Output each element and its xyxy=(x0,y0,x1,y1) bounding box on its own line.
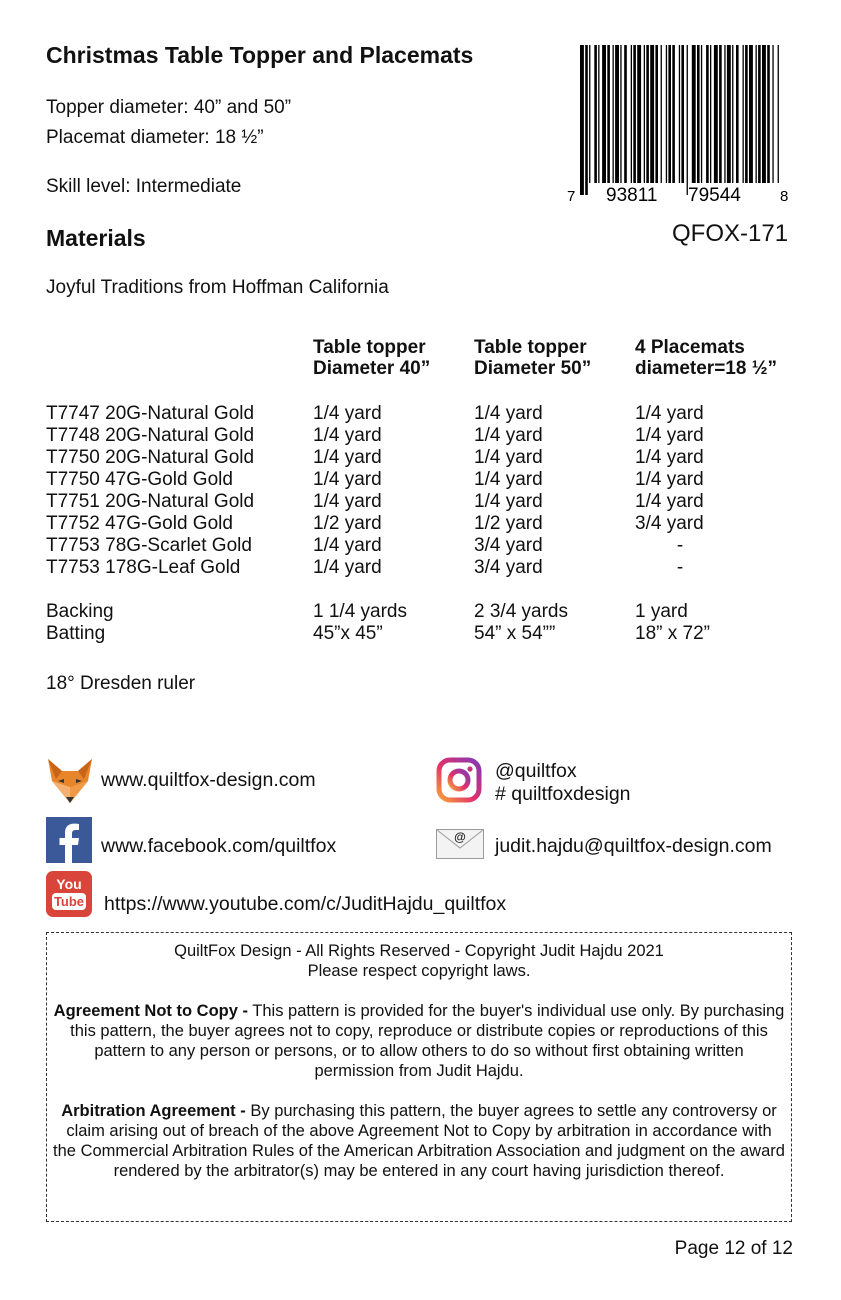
cell-value: 1 yard xyxy=(635,601,688,622)
cell-value: - xyxy=(676,557,684,578)
cell-value: 54” x 54”” xyxy=(474,623,556,644)
cell-value: 1/4 yard xyxy=(635,425,704,446)
fabric-name: Backing xyxy=(46,601,114,622)
fabric-name: T7751 20G-Natural Gold xyxy=(46,491,255,512)
table-row-batting xyxy=(46,623,805,645)
website-link[interactable]: www.quiltfox-design.com xyxy=(101,769,316,791)
youtube-icon-label-top: You xyxy=(56,876,82,892)
cell-value: 1/2 yard xyxy=(474,513,543,534)
table-row xyxy=(46,469,805,491)
table-row-backing xyxy=(46,601,805,623)
copyright-line: QuiltFox Design - All Rights Reserved - Copyright Judit Hajdu 2021 xyxy=(174,942,664,960)
cell-value: 1/4 yard xyxy=(313,469,382,490)
cell-value: 1/4 yard xyxy=(313,491,382,512)
fabric-name: Batting xyxy=(46,623,106,644)
barcode-group-left: 93811 xyxy=(606,185,658,206)
column-header-topper-50: Table topper Diameter 50” xyxy=(474,337,592,379)
instagram-icon xyxy=(436,757,482,803)
cell-value: 1/4 yard xyxy=(635,469,704,490)
agreement-paragraph xyxy=(53,1001,785,1081)
youtube-icon xyxy=(46,871,92,917)
arbitration-text: By purchasing this pattern, the buyer agrees to settle any controversy or claim arising out of breach of the above Agreement Not to Copy by arbitration in accordance with the Commercial Arbitration Rules of the American Arbitration Association and judgment on the award rendered by the arbitrator(s) may be entered in any court having jurisdiction thereof. xyxy=(53,1102,785,1180)
skill-level: Skill level: Intermediate xyxy=(46,176,242,197)
barcode-digit-right: 8 xyxy=(780,188,789,205)
cell-value: 1/4 yard xyxy=(474,425,543,446)
table-row xyxy=(46,403,805,425)
cell-value: 1/4 yard xyxy=(635,491,704,512)
barcode-digit-left: 7 xyxy=(567,188,576,205)
email-at-symbol: @ xyxy=(454,830,466,844)
respect-line: Please respect copyright laws. xyxy=(307,962,531,980)
arbitration-paragraph xyxy=(53,1101,785,1181)
placemat-diameter: Placemat diameter: 18 ½” xyxy=(46,127,264,148)
cell-value: 1/4 yard xyxy=(313,557,382,578)
fabric-name: T7752 47G-Gold Gold xyxy=(46,513,233,534)
cell-value: 1/4 yard xyxy=(313,425,382,446)
cell-value: 1/4 yard xyxy=(474,491,543,512)
product-code: QFOX-171 xyxy=(672,220,789,247)
table-row xyxy=(46,425,805,447)
cell-value: 45”x 45” xyxy=(313,623,383,644)
fabric-name: T7750 47G-Gold Gold xyxy=(46,469,233,490)
cell-value: 1/4 yard xyxy=(635,447,704,468)
cell-value: 1/4 yard xyxy=(313,447,382,468)
cell-value: - xyxy=(676,535,684,556)
table-row xyxy=(46,513,805,535)
fabric-line: Joyful Traditions from Hoffman California xyxy=(46,277,389,298)
fabric-name: T7753 178G-Leaf Gold xyxy=(46,557,241,578)
email-envelope-icon xyxy=(436,829,484,859)
cell-value: 1/4 yard xyxy=(474,403,543,424)
cell-value: 1/4 yard xyxy=(313,535,382,556)
instagram-hashtag[interactable]: # quiltfoxdesign xyxy=(495,783,631,805)
barcode xyxy=(567,45,789,206)
email-link[interactable]: judit.hajdu@quiltfox-design.com xyxy=(495,835,772,857)
cell-value: 3/4 yard xyxy=(474,535,543,556)
cell-value: 1/2 yard xyxy=(313,513,382,534)
fabric-name: T7747 20G-Natural Gold xyxy=(46,403,255,424)
ruler-note: 18° Dresden ruler xyxy=(46,673,196,694)
fabric-name: T7753 78G-Scarlet Gold xyxy=(46,535,252,556)
youtube-link[interactable]: https://www.youtube.com/c/JuditHajdu_quiltfox xyxy=(104,893,507,915)
cell-value: 1/4 yard xyxy=(474,469,543,490)
fabric-name: T7748 20G-Natural Gold xyxy=(46,425,255,446)
facebook-link[interactable]: www.facebook.com/quiltfox xyxy=(101,835,337,857)
cell-value: 1/4 yard xyxy=(313,403,382,424)
barcode-group-right: 79544 xyxy=(688,185,741,206)
column-header-topper-40: Table topper Diameter 40” xyxy=(313,337,431,379)
cell-value: 3/4 yard xyxy=(635,513,704,534)
table-header-row xyxy=(46,337,805,379)
fabric-name: T7750 20G-Natural Gold xyxy=(46,447,255,468)
column-header-placemats: 4 Placemats diameter=18 ½” xyxy=(635,337,778,379)
cell-value: 18” x 72” xyxy=(635,623,710,644)
topper-diameter: Topper diameter: 40” and 50” xyxy=(46,97,292,118)
page-number: Page 12 of 12 xyxy=(674,1238,793,1259)
table-row xyxy=(46,557,805,579)
table-row xyxy=(46,447,805,469)
cell-value: 3/4 yard xyxy=(474,557,543,578)
table-row xyxy=(46,491,805,513)
agreement-text: This pattern is provided for the buyer's individual use only. By purchasing this pattern, the buyer agrees not to copy, reproduce or distribute copies or reproductions of this pattern to any person or persons, or to allow others to do so without first obtaining written permission from Judit Hajdu. xyxy=(70,1002,785,1080)
page-title: Christmas Table Topper and Placemats xyxy=(46,42,474,68)
youtube-icon-label-bottom: Tube xyxy=(53,894,85,909)
arbitration-title: Arbitration Agreement - xyxy=(61,1102,246,1120)
materials-table xyxy=(46,337,805,645)
fox-logo-icon xyxy=(46,757,94,805)
legal-notice-box xyxy=(46,932,792,1222)
agreement-title: Agreement Not to Copy - xyxy=(53,1002,248,1020)
facebook-icon xyxy=(46,817,92,863)
cell-value: 1/4 yard xyxy=(474,447,543,468)
table-row xyxy=(46,535,805,557)
cell-value: 1 1/4 yards xyxy=(313,601,407,622)
cell-value: 2 3/4 yards xyxy=(474,601,568,622)
cell-value: 1/4 yard xyxy=(635,403,704,424)
instagram-handle[interactable]: @quiltfox xyxy=(495,760,577,782)
materials-heading: Materials xyxy=(46,225,146,251)
